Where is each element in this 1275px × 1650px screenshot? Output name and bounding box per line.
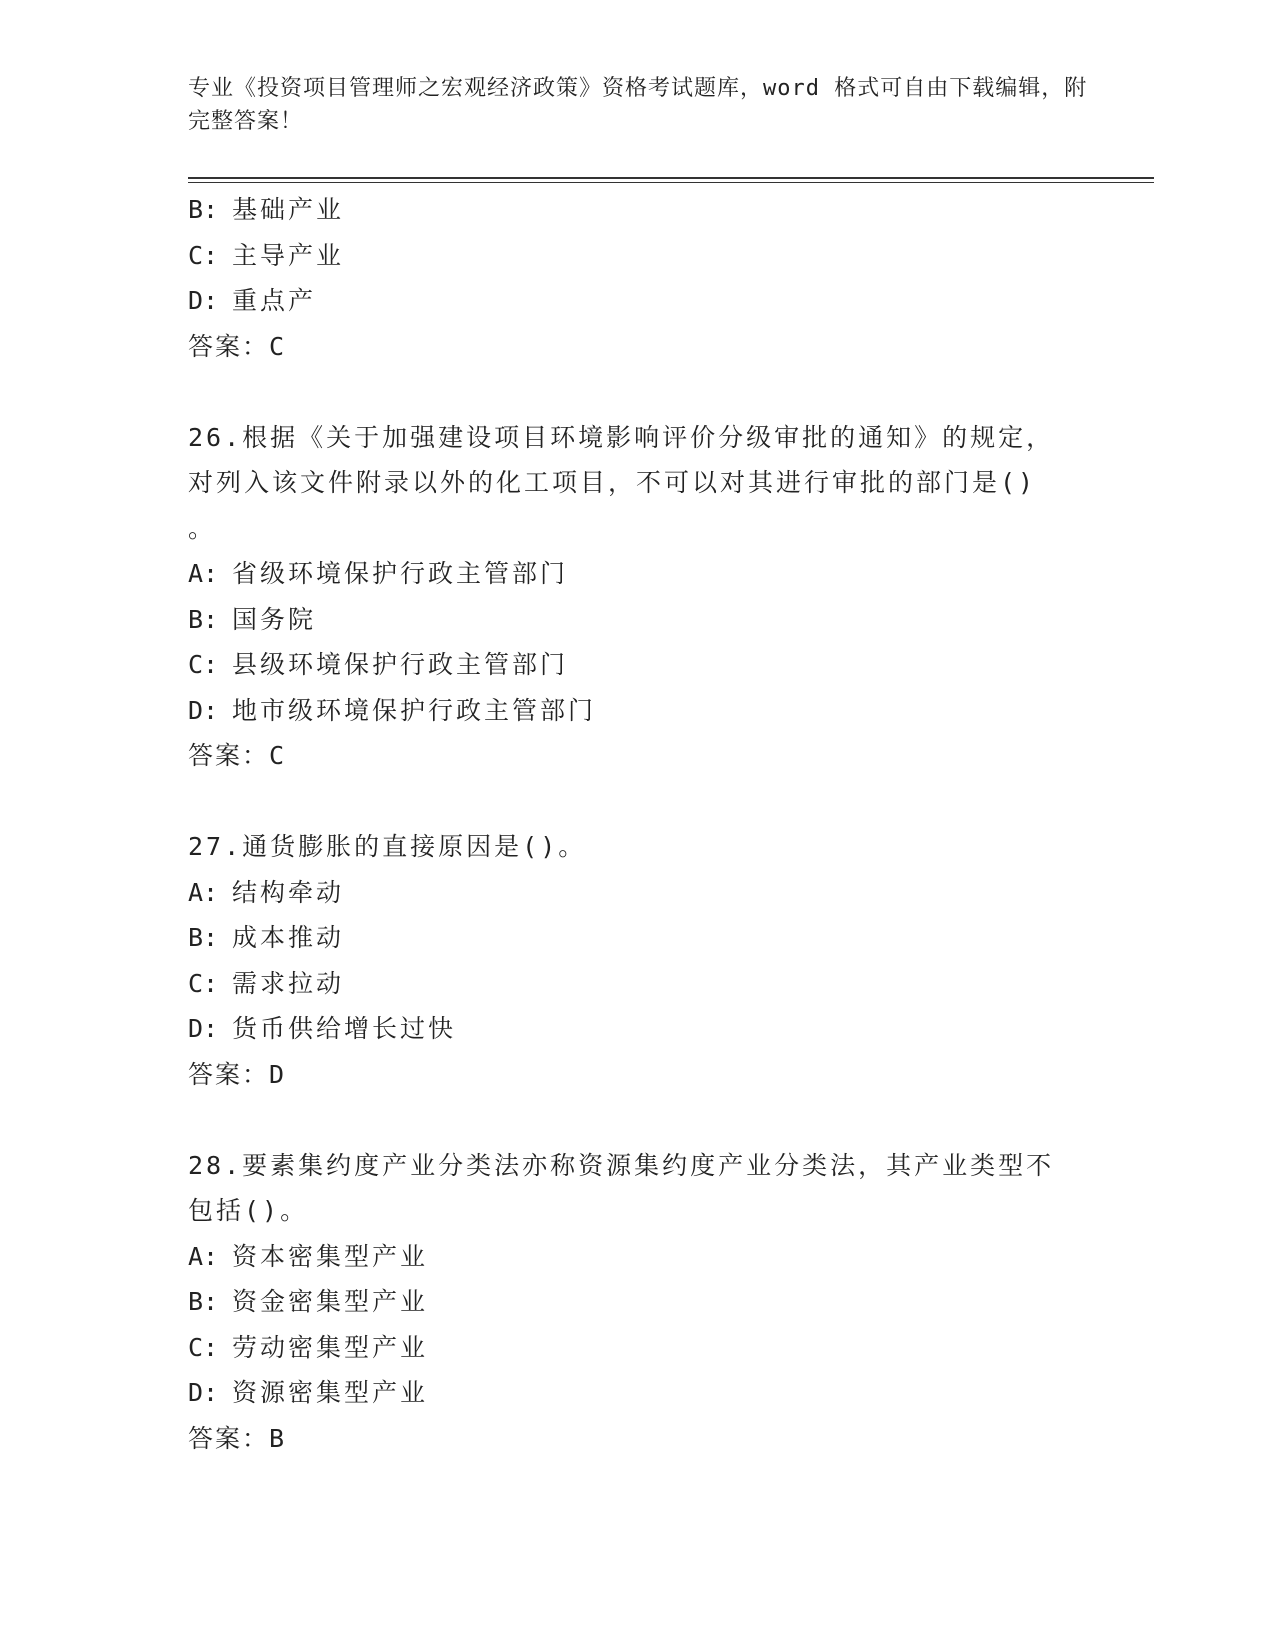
option-letter: D: bbox=[188, 286, 219, 315]
option-letter: A: bbox=[188, 877, 219, 907]
question-block-26 bbox=[188, 415, 1088, 779]
option-line bbox=[188, 551, 1088, 597]
option-letter: A: bbox=[188, 559, 219, 588]
question-stem-line: 对列入该文件附录以外的化工项目，不可以对其进行审批的部门是() bbox=[188, 468, 1037, 497]
option-line bbox=[188, 233, 1088, 279]
option-letter: D: bbox=[188, 1014, 219, 1043]
spacer bbox=[188, 1097, 1088, 1143]
question-stem-line: 26.根据《关于加强建设项目环境影响评价分级审批的通知》的规定， bbox=[188, 422, 1055, 452]
option-text: 重点产 bbox=[232, 286, 317, 315]
option-line bbox=[188, 915, 1088, 961]
option-letter: B: bbox=[188, 923, 219, 952]
question-block-27 bbox=[188, 824, 1088, 1097]
option-line bbox=[188, 870, 1088, 916]
answer-value: C bbox=[269, 741, 286, 770]
header-divider-thick bbox=[188, 177, 1154, 179]
option-text: 主导产业 bbox=[232, 240, 345, 270]
option-line bbox=[188, 278, 1088, 324]
option-letter: C: bbox=[188, 968, 219, 998]
option-text: 资金密集型产业 bbox=[232, 1287, 429, 1316]
option-letter: D: bbox=[188, 1378, 219, 1407]
answer-label: 答案： bbox=[188, 741, 270, 770]
option-line bbox=[188, 597, 1088, 643]
option-text: 需求拉动 bbox=[232, 968, 345, 998]
answer-label: 答案： bbox=[188, 1059, 270, 1089]
option-letter: C: bbox=[188, 1332, 219, 1362]
answer-label: 答案： bbox=[188, 1423, 270, 1453]
page-header: 专业《投资项目管理师之宏观经济政策》资格考试题库，word 格式可自由下载编辑，附完整答案！ bbox=[188, 76, 1088, 134]
option-line bbox=[188, 1006, 1088, 1052]
question-stem-line: 27.通货膨胀的直接原因是()。 bbox=[188, 832, 587, 861]
answer-value: D bbox=[269, 1059, 286, 1089]
header-divider-thin bbox=[188, 182, 1154, 183]
spacer bbox=[188, 779, 1088, 825]
answer-label: 答案： bbox=[188, 331, 270, 361]
option-letter: A: bbox=[188, 1241, 219, 1271]
option-line bbox=[188, 1370, 1088, 1416]
answer-line bbox=[188, 733, 1088, 779]
question-block-partial bbox=[188, 187, 1088, 369]
option-line bbox=[188, 688, 1088, 734]
question-stem-line: 28.要素集约度产业分类法亦称资源集约度产业分类法，其产业类型不 bbox=[188, 1150, 1055, 1180]
answer-line bbox=[188, 1416, 1088, 1462]
answer-line bbox=[188, 1052, 1088, 1098]
option-line bbox=[188, 1325, 1088, 1371]
option-text: 地市级环境保护行政主管部门 bbox=[232, 695, 597, 725]
question-block-28 bbox=[188, 1143, 1088, 1462]
option-text: 资源密集型产业 bbox=[232, 1378, 429, 1407]
option-letter: B: bbox=[188, 1287, 219, 1316]
question-stem-line: 包括()。 bbox=[188, 1196, 309, 1225]
option-text: 资本密集型产业 bbox=[232, 1241, 429, 1271]
answer-line bbox=[188, 324, 1088, 370]
option-text: 省级环境保护行政主管部门 bbox=[232, 559, 569, 588]
option-text: 县级环境保护行政主管部门 bbox=[232, 650, 569, 679]
option-text: 货币供给增长过快 bbox=[232, 1014, 457, 1043]
option-line bbox=[188, 1234, 1088, 1280]
question-list bbox=[188, 187, 1088, 1461]
option-letter: C: bbox=[188, 240, 219, 270]
option-line bbox=[188, 642, 1088, 688]
option-text: 结构牵动 bbox=[232, 877, 345, 907]
question-stem-line: 。 bbox=[188, 513, 217, 543]
option-line bbox=[188, 187, 1088, 233]
option-line bbox=[188, 1279, 1088, 1325]
spacer bbox=[188, 369, 1088, 415]
option-text: 劳动密集型产业 bbox=[232, 1332, 429, 1362]
option-letter: C: bbox=[188, 650, 219, 679]
option-letter: D: bbox=[188, 695, 219, 725]
option-letter: B: bbox=[188, 604, 219, 634]
option-letter: B: bbox=[188, 195, 219, 224]
option-text: 基础产业 bbox=[232, 195, 345, 224]
option-text: 成本推动 bbox=[232, 923, 345, 952]
option-line bbox=[188, 961, 1088, 1007]
answer-value: C bbox=[269, 331, 286, 361]
option-text: 国务院 bbox=[232, 604, 317, 634]
answer-value: B bbox=[269, 1423, 286, 1453]
